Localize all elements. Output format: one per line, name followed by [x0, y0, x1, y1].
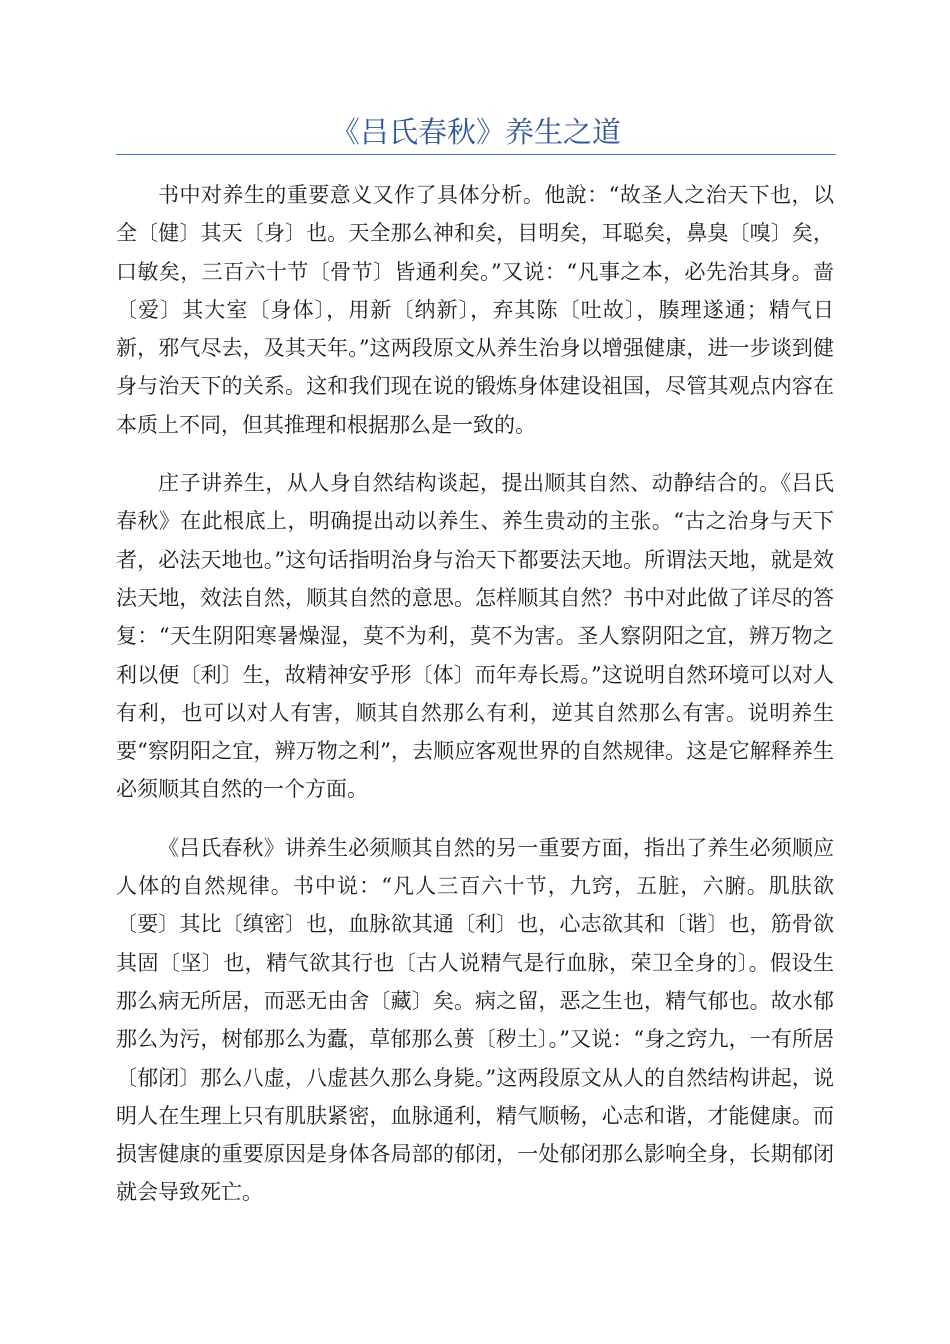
- document-body: [116, 176, 834, 1232]
- paragraph: 书中对养生的重要意义又作了具体分析。他說：“故圣人之治天下也，以全〔健〕其天〔身〕也。天全那么神和矣，目明矣，耳聪矣，鼻臭〔嗅〕矣，口敏矣，三百六十节〔骨节〕皆通利矣。”又说：“凡事之本，必先治其身。啬〔爱〕其大室〔身体〕，用新〔纳新〕，弃其陈〔吐故〕，腠理遂通；精气日新，邪气尽去，及其天年。”这两段原文从养生治身以增强健康，进一步谈到健身与治天下的关系。这和我们现在说的锻炼身体建设祖国，尽管其观点内容在本质上不同，但其推理和根据那么是一致的。: [116, 183, 834, 437]
- document-title: 《吕氏春秋》养生之道: [330, 115, 621, 149]
- title-underline: [116, 154, 836, 155]
- paragraph: 庄子讲养生，从人身自然结构谈起，提出顺其自然、动静结合的。《吕氏春秋》在此根底上，明确提出动以养生、养生贵动的主张。“古之治身与天下者，必法天地也。”这句话指明治身与治天下都要法天地。所谓法天地，就是效法天地，效法自然，顺其自然的意思。怎样顺其自然？书中对此做了详尽的答复：“天生阴阳寒暑燥湿，莫不为利，莫不为害。圣人察阴阳之宜，辨万物之利以便〔利〕生，故精神安乎形〔体〕而年寿长焉。”这说明自然环境可以对人有利，也可以对人有害，顺其自然那么有利，逆其自然那么有害。说明养生要“察阴阳之宜，辨万物之利”，去顺应客观世界的自然规律。这是它解释养生必须顺其自然的一个方面。: [116, 471, 834, 802]
- paragraph: 《吕氏春秋》讲养生必须顺其自然的另一重要方面，指出了养生必须顺应人体的自然规律。书中说：“凡人三百六十节，九窍，五脏，六腑。肌肤欲〔要〕其比〔缜密〕也，血脉欲其通〔利〕也，心志欲其和〔谐〕也，筋骨欲其固〔坚〕也，精气欲其行也〔古人说精气是行血脉，荣卫全身的〕。假设生那么病无所居，而恶无由舍〔藏〕矣。病之留，恶之生也，精气郁也。故水郁那么为污，树郁那么为蠹，草郁那么蒉〔秽土〕。”又说：“身之窍九，一有所居〔郁闭〕那么八虚，八虚甚久那么身毙。”这两段原文从人的自然结构讲起，说明人在生理上只有肌肤紧密，血脉通利，精气顺畅，心志和谐，才能健康。而损害健康的重要原因是身体各局部的郁闭，一处郁闭那么影响全身，长期郁闭就会导致死亡。: [116, 835, 834, 1205]
